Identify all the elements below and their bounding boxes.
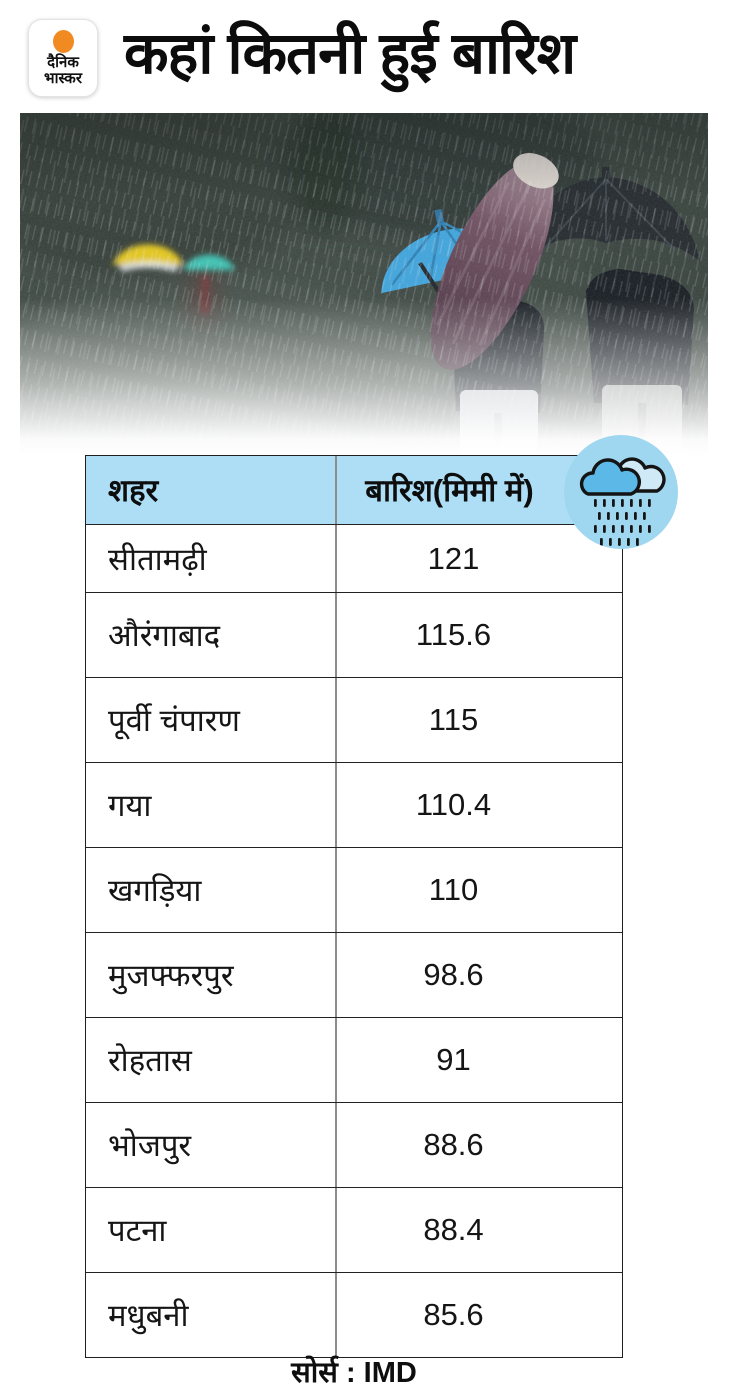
value-cell: 85.6 [423,1297,484,1332]
table-row [86,592,622,677]
dainik-bhaskar-logo [28,19,98,97]
value-cell: 88.4 [423,1212,484,1247]
value-cell: 88.6 [423,1127,484,1162]
value-cell: 110 [428,872,479,907]
value-cell: 121 [427,540,480,576]
city-cell: भोजपुर [86,1103,337,1187]
city-cell: पटना [86,1188,337,1272]
table-row [86,677,622,762]
rainfall-table-body [86,524,622,1357]
table-row [86,1017,622,1102]
column-header-city: शहर [86,456,337,524]
table-row [86,1187,622,1272]
bottom-white-fade [20,298,708,455]
page-title: कहां कितनी हुई बारिश [124,21,576,86]
top-vignette [20,113,708,198]
value-cell: 98.6 [423,957,484,992]
city-cell: खगड़िया [86,848,337,932]
table-row [86,1272,622,1357]
rain-cloud-icon [564,435,678,549]
rain-scene-photo [20,113,708,455]
table-header-row [86,456,622,524]
city-cell: मधुबनी [86,1273,337,1357]
source-label: सोर्स : IMD [291,1357,417,1389]
value-cell: 91 [436,1042,471,1077]
city-cell: रोहतास [86,1018,337,1102]
city-cell: औरंगाबाद [86,593,337,677]
table-row [86,847,622,932]
table-row [86,762,622,847]
value-cell: 110.4 [415,787,492,822]
table-row [86,1102,622,1187]
logo-text-line2: भास्कर [44,69,82,87]
rainfall-table [85,455,623,1358]
value-cell: 115 [428,702,479,737]
orange-sun-dot [53,30,74,53]
city-cell: मुजफ्फरपुर [86,933,337,1017]
city-cell: पूर्वी चंपारण [86,678,337,762]
logo-text-line1: दैनिक [47,54,79,72]
table-row [86,932,622,1017]
city-cell: सीतामढ़ी [86,525,337,592]
table-row [86,524,622,592]
column-header-rainfall: बारिश(मिमी में) [365,473,534,508]
value-cell: 115.6 [415,617,492,652]
city-cell: गया [86,763,337,847]
